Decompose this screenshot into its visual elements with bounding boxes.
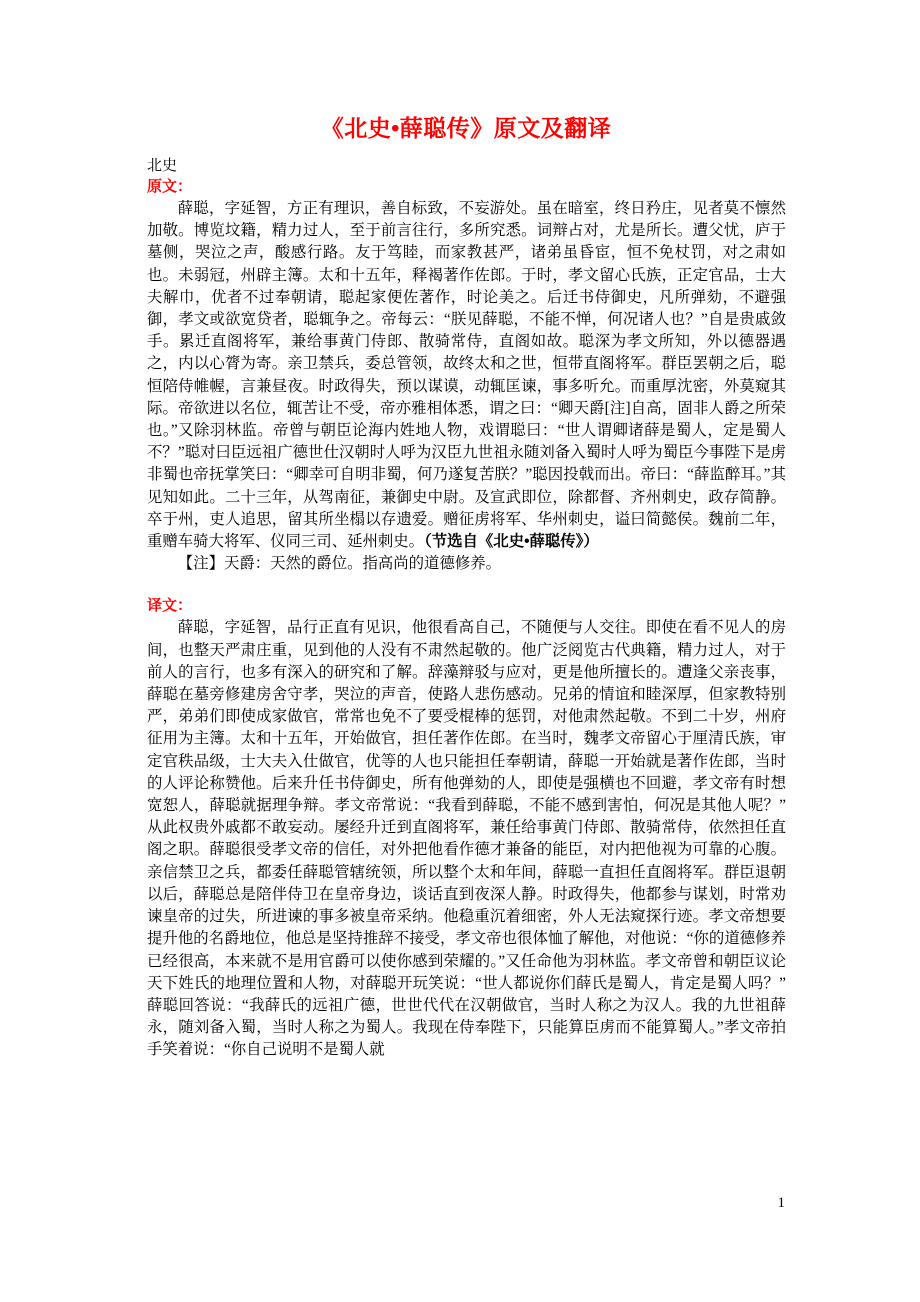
- page-number: 1: [777, 1195, 785, 1211]
- translation-heading: 译文：: [147, 597, 193, 615]
- original-text-note: 【注】天爵：天然的爵位。指高尚的道德修养。: [177, 555, 502, 573]
- original-source-attribution: （节选自《北史•薛聪传》）: [424, 533, 599, 551]
- document-body: [147, 155, 786, 1062]
- original-text-heading: 原文：: [147, 178, 193, 195]
- original-text-paragraph: [147, 198, 786, 553]
- original-text-content: 薛聪，字延智，方正有理识，善自标致，不妄游处。虽在暗室，终日矜庄，见者莫不懔然加敬。博览坟籍，精力过人，至于前言往行，多所究悉。词辩占对，尤是所长。遭父忧，庐于墓侧，哭泣之声，酸感行路。友于笃睦，而家教甚严，诸弟虽昏宦，恒不免杖罚，对之肃如也。未弱冠，州辟主簿。太和十五年，释褐著作佐郎。于时，孝文留心氏族，正定官品，士大夫解巾，优者不过奉朝请，聪起家便佐著作，时论美之。后迁书侍御史，凡所弹劾，不避强御，孝文或欲宽贷者，聪辄争之。帝每云：“朕见薛聪，不能不惮，何况诸人也？”自是贵戚敛手。累迁直阁将军，兼给事黄门侍郎、散骑常侍，直阁如故。聪深为孝文所知，外以德器遇之，内以心膂为寄。亲卫禁兵，委总管领，故终太和之世，恒带直阁将军。群臣罢朝之后，聪恒陪侍帷幄，言兼昼夜。时政得失，预以谋谟，动辄匡谏，事多听允。而重厚沈密，外莫窥其际。帝欲进以名位，辄苦让不受，帝亦雅相体悉，谓之曰：“卿天爵[注]自高，固非人爵之所荣也。”又除羽林监。帝曾与朝臣论海内姓地人物，戏谓聪曰：“世人谓卿诸薛是蜀人，定是蜀人不？”聪对曰臣远祖广德世仕汉朝时人呼为汉臣九世祖永随刘备入蜀时人呼为蜀臣今事陛下是虏非蜀也帝抚掌笑曰：“卿幸可自明非蜀，何乃遂复苦朕？”聪因投戟而出。帝曰：“薛监醉耳。”其见知如此。二十三年，从驾南征，兼御史中尉。及宣武即位，除都督、齐州刺史，政存简静。卒于州，吏人追思，留其所坐榻以存遗爱。赠征虏将军、华州刺史，谥曰简懿侯。魏前二年，重赠车骑大将军、仪同三司、延州刺史。: [147, 200, 786, 551]
- section-spacer: [147, 575, 786, 595]
- translation-paragraph: 薛聪，字延智，品行正直有见识，他很看高自己，不随便与人交往。即使在看不见人的房间，也整天严肃庄重，见到他的人没有不肃然起敬的。他广泛阅览古代典籍，精力过人，对于前人的言行，也多有深入的研究和了解。辞藻辩驳与应对，更是他所擅长的。遭逢父亲丧事，薛聪在墓旁修建房舍守孝，哭泣的声音，使路人悲伤感动。兄弟的情谊和睦深厚，但家教特别严，弟弟们即使成家做官，常常也免不了要受棍棒的惩罚，对他肃然起敬。不到二十岁，州府征用为主簿。太和十五年，开始做官，担任著作佐郎。在当时，魏孝文帝留心于厘清氏族，审定官秩品级，士大夫入仕做官，优等的人也只能担任奉朝请，薛聪一开始就是著作佐郎，当时的人评论称赞他。后来升任书侍御史，所有他弹劾的人，即使是强横也不回避，孝文帝有时想宽恕人，薛聪就据理争辩。孝文帝常说：“我看到薛聪，不能不感到害怕，何况是其他人呢？”从此权贵外戚都不敢妄动。屡经升迁到直阁将军，兼任给事黄门侍郎、散骑常侍，依然担任直阁之职。薛聪很受孝文帝的信任，对外把他看作德才兼备的能臣，对内把他视为可靠的心腹。亲信禁卫之兵，都委任薛聪管辖统领，所以整个太和年间，薛聪一直担任直阁将军。群臣退朝以后，薛聪总是陪伴侍卫在皇帝身边，谈话直到夜深人静。时政得失，他都参与谋划，时常劝谏皇帝的过失，所进谏的事多被皇帝采纳。他稳重沉着细密，外人无法窥探行迹。孝文帝想要提升他的名爵地位，他总是坚持推辞不接受，孝文帝也很体恤了解他，对他说：“你的道德修养已经很高，本来就不是用官爵可以使你感到荣耀的。”又任命他为羽林监。孝文帝曾和朝臣议论天下姓氏的地理位置和人物，对薛聪开玩笑说：“世人都说你们薛氏是蜀人，肯定是蜀人吗？”薛聪回答说：“我薛氏的远祖广德，世世代代在汉朝做官，当时人称之为汉人。我的九世祖薛永，随刘备入蜀，当时人称之为蜀人。我现在侍奉陛下，只能算臣虏而不能算蜀人。”孝文帝拍手笑着说：“你自己说明不是蜀人就: [147, 619, 786, 1059]
- page-title: 《北史•薛聪传》原文及翻译: [320, 115, 612, 142]
- source-label: 北史: [147, 157, 178, 174]
